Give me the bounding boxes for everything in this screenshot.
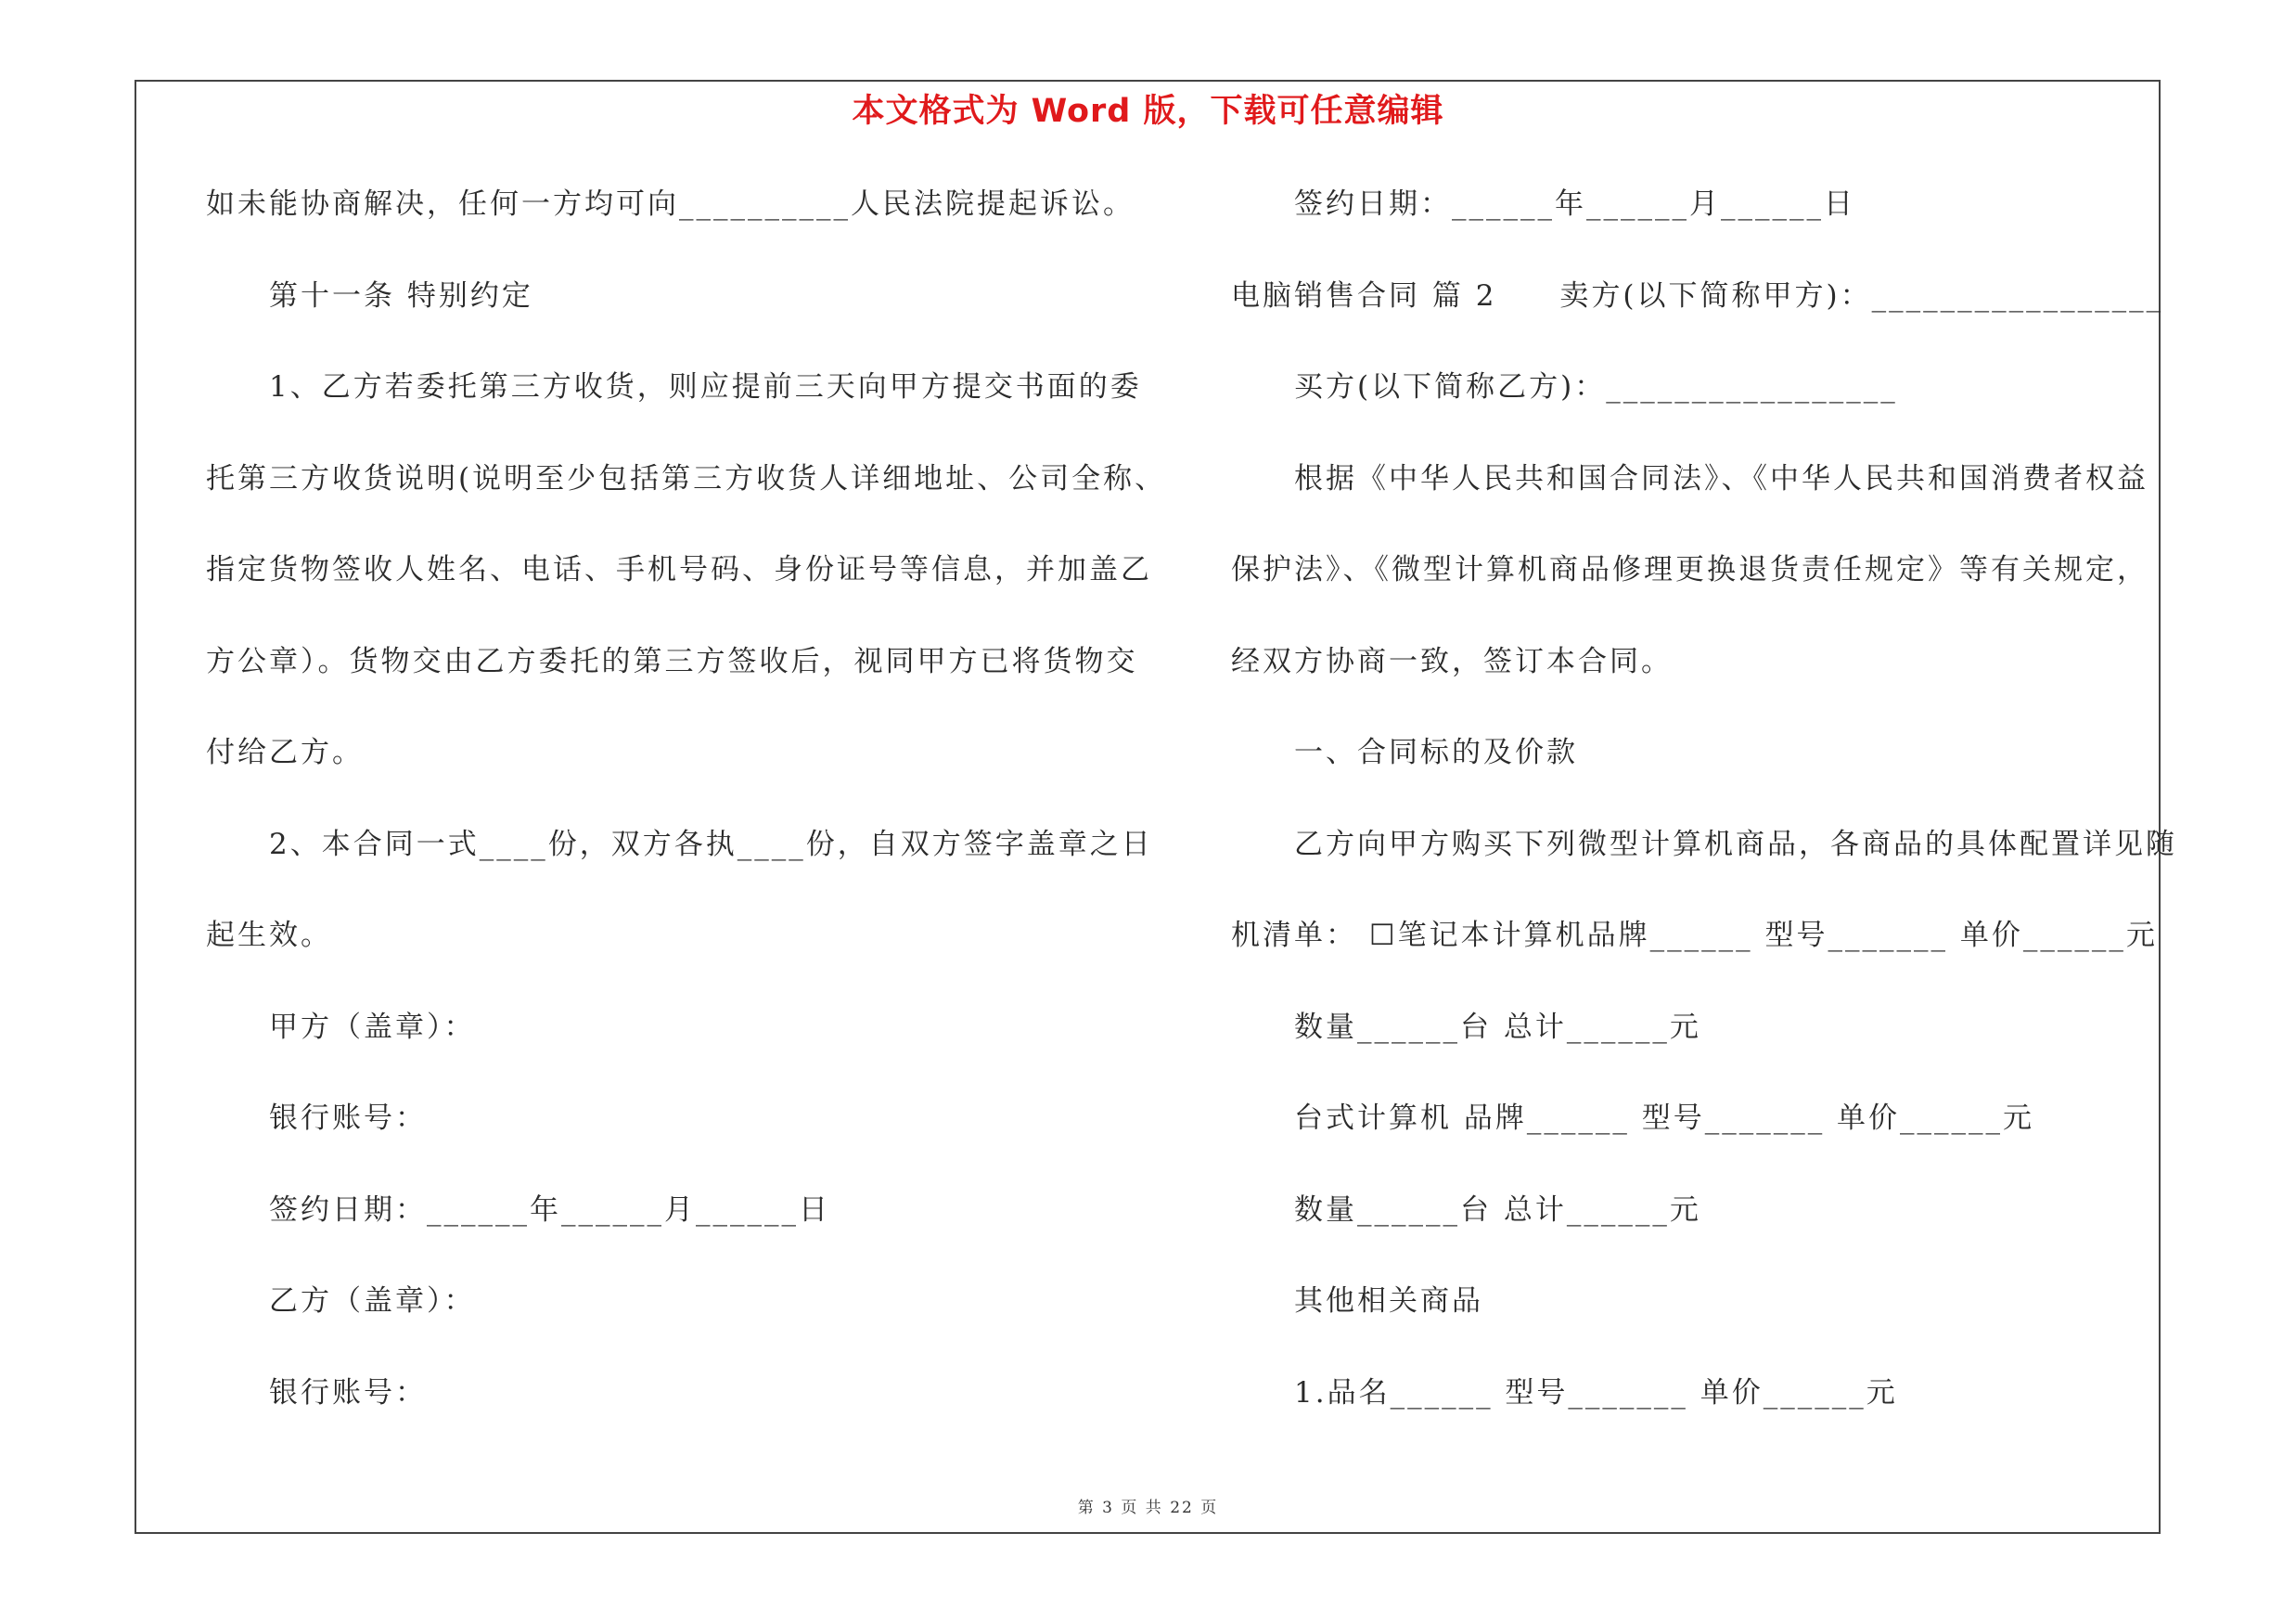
left-column-line: 第十一条 特别约定	[269, 279, 533, 313]
left-column-line: 付给乙方。	[206, 736, 364, 769]
left-column-line: 起生效。	[206, 919, 332, 952]
right-column-line: 一、合同标的及价款	[1294, 736, 1578, 769]
page-number-footer: 第 3 页 共 22 页	[1077, 1499, 1219, 1517]
left-column-line: 指定货物签收人姓名、电话、手机号码、身份证号等信息，并加盖乙	[206, 553, 1152, 586]
left-column-line: 甲方（盖章）：	[269, 1011, 476, 1044]
word-format-banner: 本文格式为 Word 版，下载可任意编辑	[852, 93, 1444, 130]
right-column-line: 保护法》、《微型计算机商品修理更换退货责任规定》等有关规定，	[1231, 553, 2148, 586]
right-column-line: 数量______台 总计______元	[1294, 1011, 1701, 1044]
left-column-line: 1、乙方若委托第三方收货，则应提前三天向甲方提交书面的委	[269, 370, 1142, 404]
left-column-line: 托第三方收货说明(说明至少包括第三方收货人详细地址、公司全称、	[206, 462, 1167, 496]
left-column-line: 如未能协商解决，任何一方均可向__________人民法院提起诉讼。	[206, 187, 1135, 221]
left-column-line: 银行账号：	[269, 1101, 427, 1135]
left-column-line: 乙方（盖章）：	[269, 1284, 476, 1318]
left-column-line: 签约日期：______年______月______日	[269, 1193, 830, 1227]
right-column-line: 经双方协商一致，签订本合同。	[1231, 645, 1673, 678]
right-column-line: 签约日期：______年______月______日	[1294, 187, 1855, 221]
right-column-line: 机清单： ☐笔记本计算机品牌______ 型号_______ 单价______元	[1231, 919, 2158, 952]
right-column-line: 乙方向甲方购买下列微型计算机商品，各商品的具体配置详见随	[1294, 828, 2177, 861]
left-column-line: 方公章）。货物交由乙方委托的第三方签收后，视同甲方已将货物交	[206, 645, 1138, 678]
right-column-line: 根据《中华人民共和国合同法》、《中华人民共和国消费者权益	[1294, 462, 2148, 496]
right-column-line: 买方(以下简称乙方)：_________________	[1294, 370, 1898, 404]
right-column-line: 其他相关商品	[1294, 1284, 1483, 1318]
left-column-line: 2、本合同一式____份，双方各执____份，自双方签字盖章之日	[269, 828, 1153, 861]
right-column-line: 电脑销售合同 篇 2 卖方(以下简称甲方)：_________________	[1231, 279, 2164, 313]
right-column-line: 1.品名______ 型号_______ 单价______元	[1294, 1376, 1898, 1410]
left-column-line: 银行账号：	[269, 1376, 427, 1410]
right-column-line: 数量______台 总计______元	[1294, 1193, 1701, 1227]
right-column-line: 台式计算机 品牌______ 型号_______ 单价______元	[1294, 1101, 2035, 1135]
